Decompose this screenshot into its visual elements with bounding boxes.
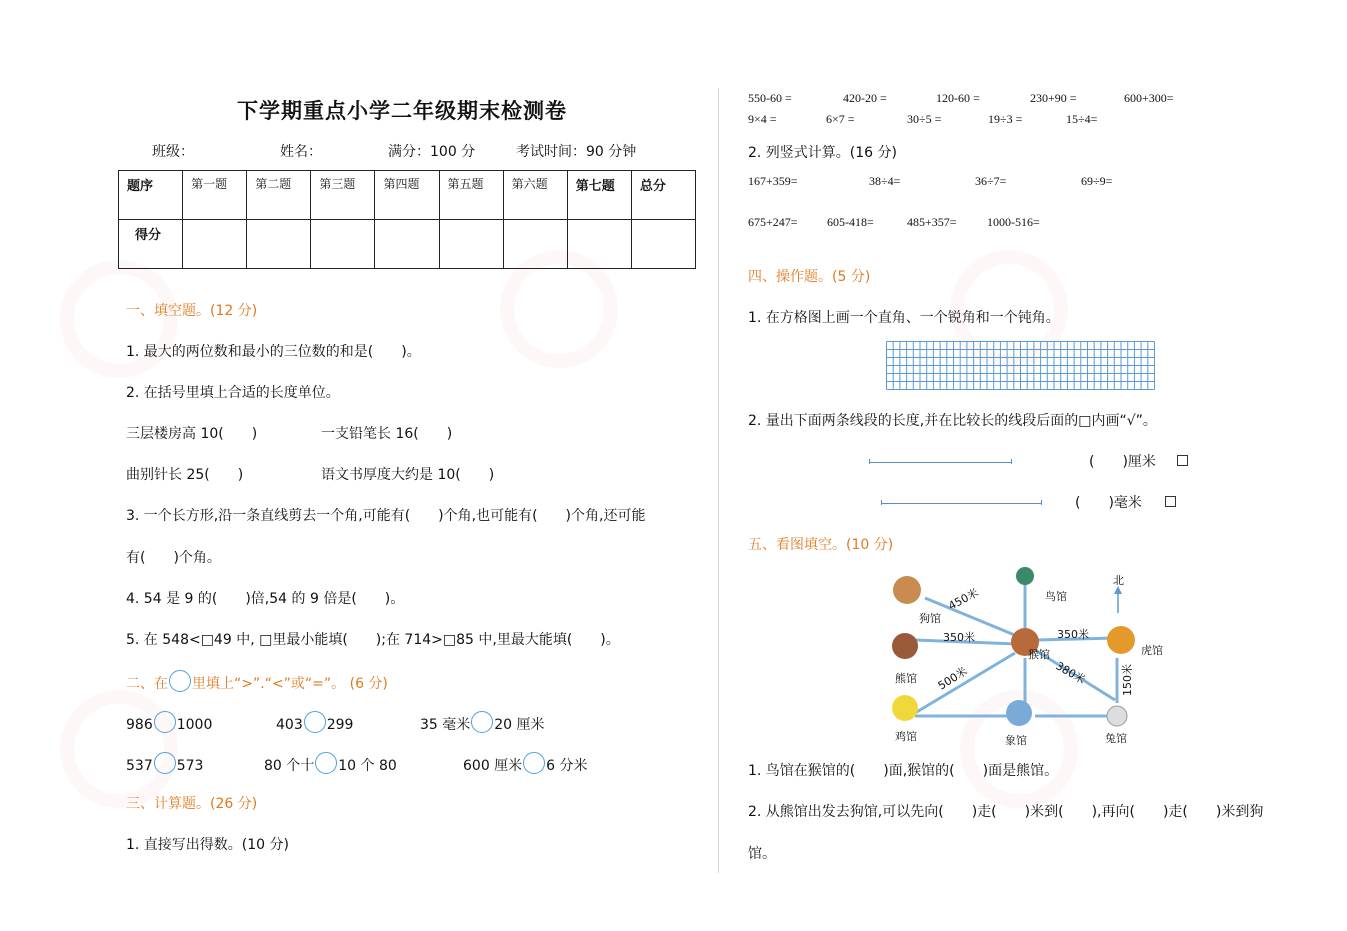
score-header: 第五题 — [439, 171, 503, 220]
calc-item: 550-60 = — [748, 91, 792, 105]
compare-circle[interactable] — [154, 711, 176, 733]
s1-q2a: 三层楼房高 10( ) — [126, 426, 258, 442]
zoo-map — [885, 558, 1175, 753]
tiger-icon — [1107, 626, 1135, 654]
calc-item: 230+90 = — [1030, 91, 1077, 105]
score-cell[interactable] — [503, 220, 567, 269]
checkbox-2[interactable] — [1165, 496, 1176, 507]
calc-item: 600+300= — [1124, 91, 1174, 105]
score-cell[interactable] — [567, 220, 631, 269]
score-header: 第六题 — [503, 171, 567, 220]
distance-label: 350米 — [1057, 628, 1089, 641]
north-arrow — [1114, 586, 1122, 613]
s1-q2c: 曲别针长 25( ) — [126, 467, 244, 483]
score-cell[interactable] — [311, 220, 375, 269]
s4-q1: 1. 在方格图上画一个直角、一个锐角和一个钝角。 — [748, 310, 1060, 326]
calc-item: 9×4 = — [748, 112, 777, 126]
score-cell[interactable] — [439, 220, 503, 269]
vert-item: 38÷4= — [869, 174, 901, 188]
bird-label: 鸟馆 — [1045, 590, 1067, 603]
s1-q2: 2. 在括号里填上合适的长度单位。 — [126, 385, 340, 401]
checkbox-1[interactable] — [1177, 455, 1188, 466]
watermark-logo — [60, 690, 178, 808]
score-header: 第四题 — [375, 171, 439, 220]
s1-q4: 4. 54 是 9 的( )倍,54 的 9 倍是( )。 — [126, 591, 405, 607]
class-label: 班级： — [152, 144, 194, 160]
s1-q5: 5. 在 548<□49 中, □里最小能填( );在 714>□85 中,里最大能填( )。 — [126, 632, 620, 648]
score-row-label: 得分 — [119, 220, 183, 269]
vert-item: 1000-516= — [987, 215, 1040, 229]
calc-item: 120-60 = — [936, 91, 980, 105]
section2-title-a: 二、在 — [126, 676, 168, 692]
line-segment-2 — [881, 503, 1042, 504]
section2-title — [126, 670, 388, 693]
score-header: 第七题 — [567, 171, 631, 220]
north-label: 北 — [1113, 574, 1124, 587]
dog-label: 狗馆 — [919, 612, 941, 625]
grid-paper[interactable] — [886, 341, 1156, 391]
tiger-label: 虎馆 — [1141, 644, 1163, 657]
score-header: 题序 — [119, 171, 183, 220]
score-cell[interactable] — [631, 220, 695, 269]
s5-q2-line1: 2. 从熊馆出发去狗馆,可以先向( )走( )米到( ),再向( )走( )米到狗 — [748, 804, 1264, 820]
monkey-label: 猴馆 — [1028, 648, 1050, 661]
compare-item: 80 个十 10 个 80 — [264, 752, 397, 775]
score-table-row — [119, 220, 696, 269]
compare-item: 600 厘米 6 分米 — [463, 752, 588, 775]
calc-item: 420-20 = — [843, 91, 887, 105]
score-cell[interactable] — [183, 220, 247, 269]
score-table-header-row — [119, 171, 696, 220]
segment1-answer: ( )厘米 — [1089, 454, 1156, 470]
calc-item: 19÷3 = — [988, 112, 1023, 126]
compare-circle[interactable] — [304, 711, 326, 733]
section1-title: 一、填空题。(12 分) — [126, 303, 258, 319]
s5-q1: 1. 鸟馆在猴馆的( )面,猴馆的( )面是熊馆。 — [748, 763, 1059, 779]
chicken-label: 鸡馆 — [895, 730, 917, 743]
chicken-icon — [892, 695, 918, 721]
s3-q1: 1. 直接写出得数。(10 分) — [126, 837, 289, 853]
segment2-answer: ( )毫米 — [1075, 495, 1142, 511]
section5-title: 五、看图填空。(10 分) — [748, 537, 894, 553]
distance-label: 380米 — [1053, 659, 1088, 687]
name-label: 姓名： — [280, 144, 322, 160]
line-segment-1 — [869, 462, 1012, 463]
column-divider — [718, 88, 719, 873]
distance-label: 350米 — [943, 631, 975, 644]
compare-item: 537 573 — [126, 752, 203, 774]
calc-item: 30÷5 = — [907, 112, 942, 126]
compare-item: 986 1000 — [126, 711, 212, 733]
elephant-icon — [1006, 700, 1032, 726]
s3-q2: 2. 列竖式计算。(16 分) — [748, 145, 897, 161]
score-header: 第三题 — [311, 171, 375, 220]
rabbit-icon — [1107, 706, 1127, 726]
vert-item: 675+247= — [748, 215, 798, 229]
compare-circle[interactable] — [315, 752, 337, 774]
elephant-label: 象馆 — [1005, 734, 1027, 747]
compare-circle[interactable] — [154, 752, 176, 774]
distance-label: 450米 — [946, 586, 981, 613]
s1-q3-line2: 有( )个角。 — [126, 550, 221, 566]
bear-icon — [892, 633, 918, 659]
s1-q2d: 语文书厚度大约是 10( ) — [321, 467, 495, 483]
full-score: 满分：100 分 — [388, 144, 476, 160]
score-cell[interactable] — [375, 220, 439, 269]
score-header: 第二题 — [247, 171, 311, 220]
compare-item: 35 毫米 20 厘米 — [420, 711, 545, 734]
distance-label: 150米 — [1121, 664, 1134, 696]
vert-item: 36÷7= — [975, 174, 1007, 188]
s1-q1: 1. 最大的两位数和最小的三位数的和是( )。 — [126, 344, 421, 360]
page-title: 下学期重点小学二年级期末检测卷 — [237, 99, 567, 123]
vert-item: 605-418= — [827, 215, 874, 229]
section4-title: 四、操作题。(5 分) — [748, 269, 871, 285]
dog-icon — [893, 576, 921, 604]
vert-item: 485+357= — [907, 215, 957, 229]
s4-q2: 2. 量出下面两条线段的长度,并在比较长的线段后面的□内画“√”。 — [748, 413, 1157, 429]
rabbit-label: 兔馆 — [1105, 732, 1127, 745]
section3-title: 三、计算题。(26 分) — [126, 796, 258, 812]
score-header: 总分 — [631, 171, 695, 220]
s5-q2-line2: 馆。 — [748, 846, 776, 862]
calc-item: 15÷4= — [1066, 112, 1098, 126]
s1-q3-line1: 3. 一个长方形,沿一条直线剪去一个角,可能有( )个角,也可能有( )个角,还可能 — [126, 508, 646, 524]
circle-icon — [169, 670, 191, 692]
peacock-icon — [1016, 567, 1034, 585]
s1-q2b: 一支铅笔长 16( ) — [321, 426, 453, 442]
section2-title-b: 里填上“>”.“<”或“=”。 (6 分) — [192, 676, 388, 692]
exam-time: 考试时间：90 分钟 — [516, 144, 637, 160]
bear-label: 熊馆 — [895, 672, 917, 685]
vert-item: 167+359= — [748, 174, 798, 188]
compare-circle[interactable] — [471, 711, 493, 733]
compare-item: 403 299 — [276, 711, 353, 733]
compare-circle[interactable] — [523, 752, 545, 774]
calc-item: 6×7 = — [826, 112, 855, 126]
score-table — [118, 170, 696, 269]
vert-item: 69÷9= — [1081, 174, 1113, 188]
score-cell[interactable] — [247, 220, 311, 269]
score-header: 第一题 — [183, 171, 247, 220]
distance-label: 500米 — [935, 664, 970, 693]
